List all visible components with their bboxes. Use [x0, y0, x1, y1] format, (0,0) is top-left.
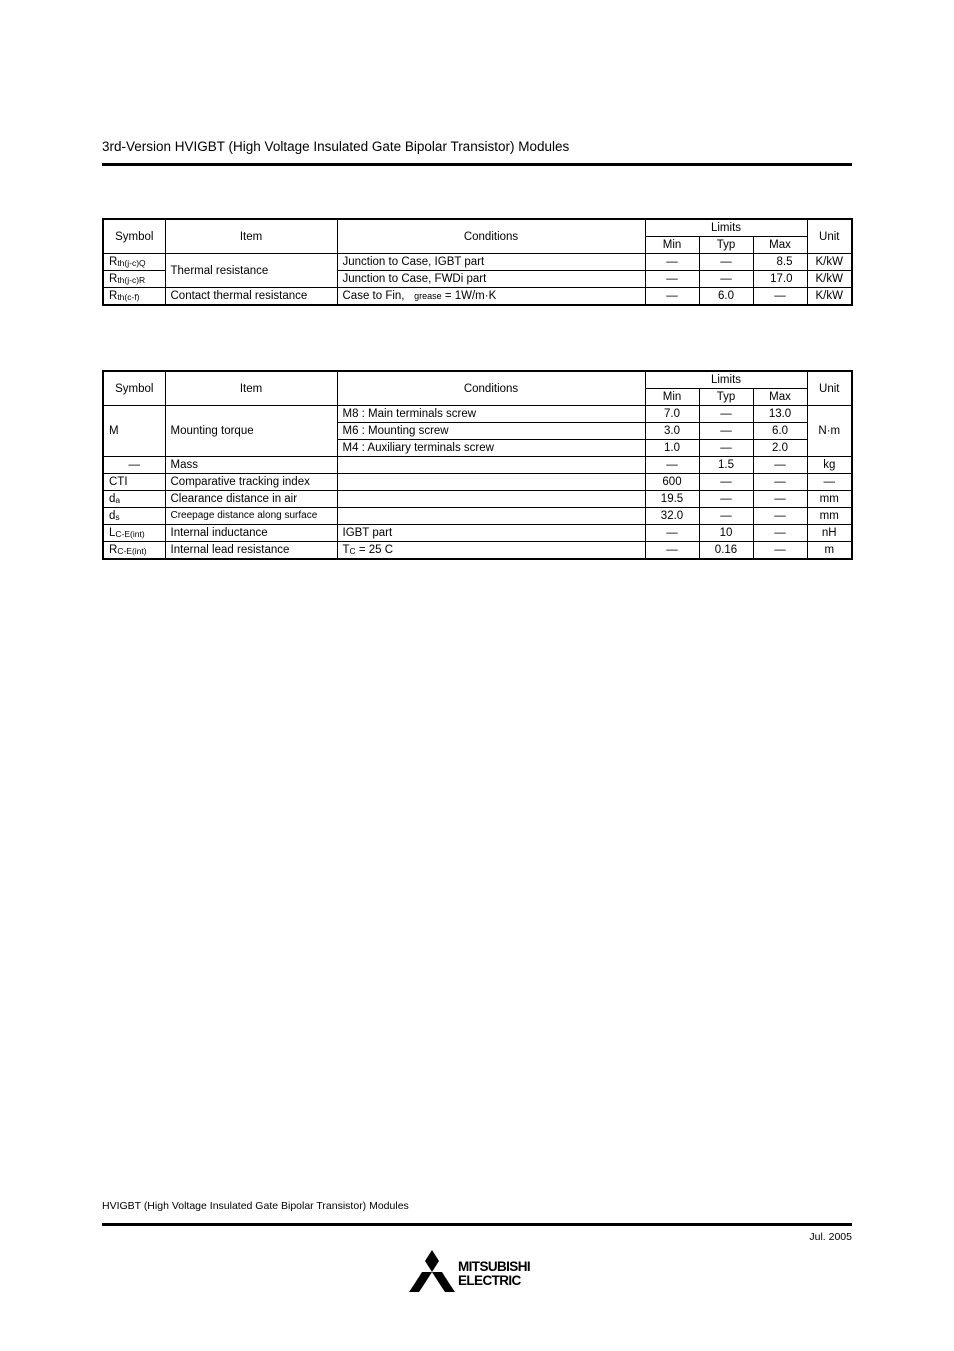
header-limits: Limits [645, 371, 807, 389]
typ-cell: — [699, 491, 753, 508]
symbol-cell: $d_a$ [103, 491, 165, 508]
table-row [103, 491, 852, 508]
min-cell: — [645, 542, 699, 560]
typ-cell: 0.16 [699, 542, 753, 560]
header-conditions: Conditions [337, 219, 645, 254]
conditions-cell: Junction to Case, FWDi part [337, 271, 645, 288]
typ-cell: — [699, 271, 753, 288]
symbol-cell: CTI [103, 474, 165, 491]
unit-cell: m [807, 542, 852, 560]
header-typ: Typ [699, 237, 753, 254]
symbol-cell: $d_s$ [103, 508, 165, 525]
header-unit: Unit [807, 371, 852, 406]
max-cell: 2.0 [753, 440, 807, 457]
unit-cell: N·m [807, 406, 852, 457]
table-row [103, 508, 852, 525]
min-cell: — [645, 254, 699, 271]
header-min: Min [645, 389, 699, 406]
typ-cell: 6.0 [699, 288, 753, 306]
typ-cell: — [699, 474, 753, 491]
min-cell: — [645, 457, 699, 474]
typ-cell: — [699, 440, 753, 457]
max-cell: 17.0 [753, 271, 807, 288]
min-cell: 3.0 [645, 423, 699, 440]
conditions-cell [337, 457, 645, 474]
item-cell: Creepage distance along surface [165, 508, 337, 525]
header-symbol: Symbol [103, 219, 165, 254]
min-cell: 19.5 [645, 491, 699, 508]
table-row [103, 406, 852, 423]
min-cell: 7.0 [645, 406, 699, 423]
item-cell: Comparative tracking index [165, 474, 337, 491]
header-min: Min [645, 237, 699, 254]
table-header-row [103, 219, 852, 237]
header-typ: Typ [699, 389, 753, 406]
typ-cell: 10 [699, 525, 753, 542]
unit-cell: K/kW [807, 254, 852, 271]
unit-cell: nH [807, 525, 852, 542]
item-cell: Clearance distance in air [165, 491, 337, 508]
unit-cell: — [807, 474, 852, 491]
max-cell: — [753, 288, 807, 306]
item-cell: Contact thermal resistance [165, 288, 337, 306]
logo-line-2: ELECTRIC [458, 1273, 521, 1288]
typ-cell: — [699, 254, 753, 271]
conditions-cell: Junction to Case, IGBT part [337, 254, 645, 271]
header-item: Item [165, 371, 337, 406]
unit-cell: mm [807, 508, 852, 525]
header-rule [102, 163, 852, 166]
max-cell: 13.0 [753, 406, 807, 423]
header-unit: Unit [807, 219, 852, 254]
table-row [103, 254, 852, 271]
logo-wordmark [458, 1260, 530, 1288]
header-max: Max [753, 237, 807, 254]
item-cell: Mass [165, 457, 337, 474]
header-limits: Limits [645, 219, 807, 237]
header-symbol: Symbol [103, 371, 165, 406]
conditions-cell: IGBT part [337, 525, 645, 542]
max-cell: — [753, 542, 807, 560]
item-cell: Thermal resistance [165, 254, 337, 288]
unit-cell: kg [807, 457, 852, 474]
min-cell: 1.0 [645, 440, 699, 457]
conditions-cell: $T_C = 25$ C [337, 542, 645, 560]
footer-date: Jul. 2005 [809, 1231, 852, 1243]
max-cell: — [753, 474, 807, 491]
item-cell: Internal lead resistance [165, 542, 337, 560]
min-cell: 600 [645, 474, 699, 491]
unit-cell: mm [807, 491, 852, 508]
min-cell: 32.0 [645, 508, 699, 525]
max-cell: — [753, 457, 807, 474]
symbol-cell: — [103, 457, 165, 474]
item-cell: Internal inductance [165, 525, 337, 542]
item-cell: Mounting torque [165, 406, 337, 457]
typ-cell: 1.5 [699, 457, 753, 474]
table-row [103, 542, 852, 560]
table-row [103, 525, 852, 542]
table-row [103, 474, 852, 491]
page-header-title: 3rd-Version HVIGBT (High Voltage Insulated Gate Bipolar Transistor) Modules [102, 139, 570, 154]
max-cell: — [753, 525, 807, 542]
symbol-cell: $R_{C-E(int)}$ [103, 542, 165, 560]
conditions-cell: M8 : Main terminals screw [337, 406, 645, 423]
symbol-cell: $L_{C-E(int)}$ [103, 525, 165, 542]
conditions-cell [337, 474, 645, 491]
mechanical-ratings-table [102, 370, 853, 560]
table-row [103, 288, 852, 306]
max-cell: — [753, 508, 807, 525]
symbol-cell: $R_{th(j-c)Q}$ [103, 254, 165, 271]
footer-text: HVIGBT (High Voltage Insulated Gate Bipolar Transistor) Modules [102, 1200, 409, 1212]
footer-rule [102, 1223, 852, 1226]
min-cell: — [645, 288, 699, 306]
typ-cell: — [699, 406, 753, 423]
logo-line-1: MITSUBISHI [458, 1259, 531, 1274]
header-conditions: Conditions [337, 371, 645, 406]
header-item: Item [165, 219, 337, 254]
unit-cell: K/kW [807, 288, 852, 306]
conditions-cell: M6 : Mounting screw [337, 423, 645, 440]
conditions-cell: M4 : Auxiliary terminals screw [337, 440, 645, 457]
max-cell: 8.5 [753, 254, 807, 271]
conditions-cell [337, 491, 645, 508]
conditions-cell [337, 508, 645, 525]
typ-cell: — [699, 508, 753, 525]
min-cell: — [645, 525, 699, 542]
unit-cell: K/kW [807, 271, 852, 288]
table-row [103, 457, 852, 474]
symbol-cell: $R_{th(c-f)}$ [103, 288, 165, 306]
table-header-row [103, 371, 852, 389]
max-cell: — [753, 491, 807, 508]
max-cell: 6.0 [753, 423, 807, 440]
typ-cell: — [699, 423, 753, 440]
thermal-resistance-table [102, 218, 853, 306]
symbol-cell: M [103, 406, 165, 457]
symbol-cell: $R_{th(j-c)R}$ [103, 271, 165, 288]
min-cell: — [645, 271, 699, 288]
header-max: Max [753, 389, 807, 406]
conditions-cell: Case to Fin, grease = 1W/m·K [337, 288, 645, 306]
